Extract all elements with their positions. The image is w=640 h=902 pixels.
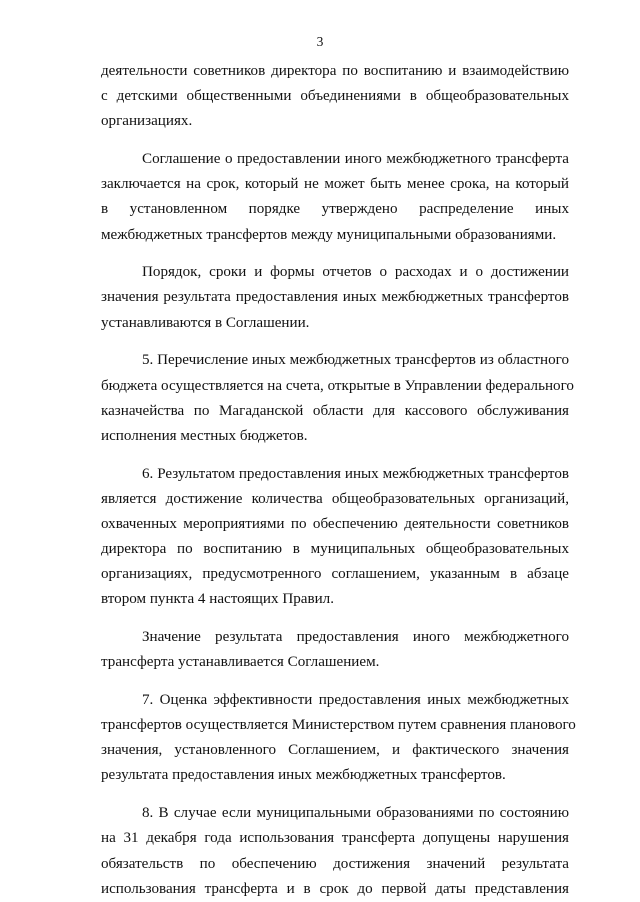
paragraph-4 xyxy=(101,348,574,449)
text-line: 6. Результатом предоставления иных межбюджетных трансфертов xyxy=(142,465,569,482)
text-line: 8. В случае если муниципальными образованиями по состоянию xyxy=(142,805,569,822)
text-line: 7. Оценка эффективности предоставления иных межбюджетных xyxy=(142,692,569,708)
text-line: деятельности советников директора по воспитанию и взаимодействию xyxy=(101,63,569,79)
text-line: на 31 декабря года использования трансферта допущены нарушения xyxy=(101,830,569,847)
text-line: в установленном порядке утверждено распределение иных xyxy=(101,201,569,218)
text-line: исполнения местных бюджетов. xyxy=(101,427,308,444)
text-line: бюджета осуществляется на счета, открытые в Управлении федерального xyxy=(101,377,574,394)
text-line: директора по воспитанию в муниципальных общеобразовательных xyxy=(101,541,569,558)
paragraph-5 xyxy=(101,462,569,613)
text-line: Значение результата предоставления иного межбюджетного xyxy=(142,629,569,646)
text-line: организациях. xyxy=(101,113,193,130)
text-line: является достижение количества общеобразовательных организаций, xyxy=(101,490,569,507)
paragraph-8 xyxy=(101,801,569,902)
text-line: трансфертов осуществляется Министерством путем сравнения планового xyxy=(101,717,576,734)
text-line: заключается на срок, который не может быть менее срока, на который xyxy=(101,176,569,193)
text-line: межбюджетных трансфертов между муниципальными образованиями. xyxy=(101,226,557,243)
text-line: использования трансферта и в срок до первой даты представления xyxy=(101,880,569,897)
paragraph-2 xyxy=(101,147,569,248)
text-line: обязательств по обеспечению достижения значений результата xyxy=(101,855,569,872)
text-line: организациях, предусмотренного соглашением, указанным в абзаце xyxy=(101,566,569,583)
text-line: Порядок, сроки и формы отчетов о расходах и о достижении xyxy=(142,264,569,281)
text-line: трансферта устанавливается Соглашением. xyxy=(101,654,380,671)
text-line: казначейства по Магаданской области для кассового обслуживания xyxy=(101,402,569,419)
text-line: Соглашение о предоставлении иного межбюджетного трансферта xyxy=(142,151,569,168)
text-line: устанавливаются в Соглашении. xyxy=(101,314,310,331)
text-line: значения результата предоставления иных межбюджетных трансфертов xyxy=(101,289,569,306)
text-line: 5. Перечисление иных межбюджетных трансфертов из областного xyxy=(142,352,569,369)
paragraph-6 xyxy=(101,625,569,675)
document-body xyxy=(101,59,576,902)
text-line: втором пункта 4 настоящих Правил. xyxy=(101,591,334,608)
paragraph-7 xyxy=(101,688,576,789)
text-line: охваченных мероприятиями по обеспечению деятельности советников xyxy=(101,515,569,532)
text-line: значения, установленного Соглашением, и фактического значения xyxy=(101,742,569,759)
text-line: с детскими общественными объединениями в общеобразовательных xyxy=(101,88,569,105)
text-line: результата предоставления иных межбюджетных трансфертов. xyxy=(101,767,506,784)
paragraph-1 xyxy=(101,59,569,134)
paragraph-3 xyxy=(101,260,569,335)
page-number: 3 xyxy=(316,34,324,49)
